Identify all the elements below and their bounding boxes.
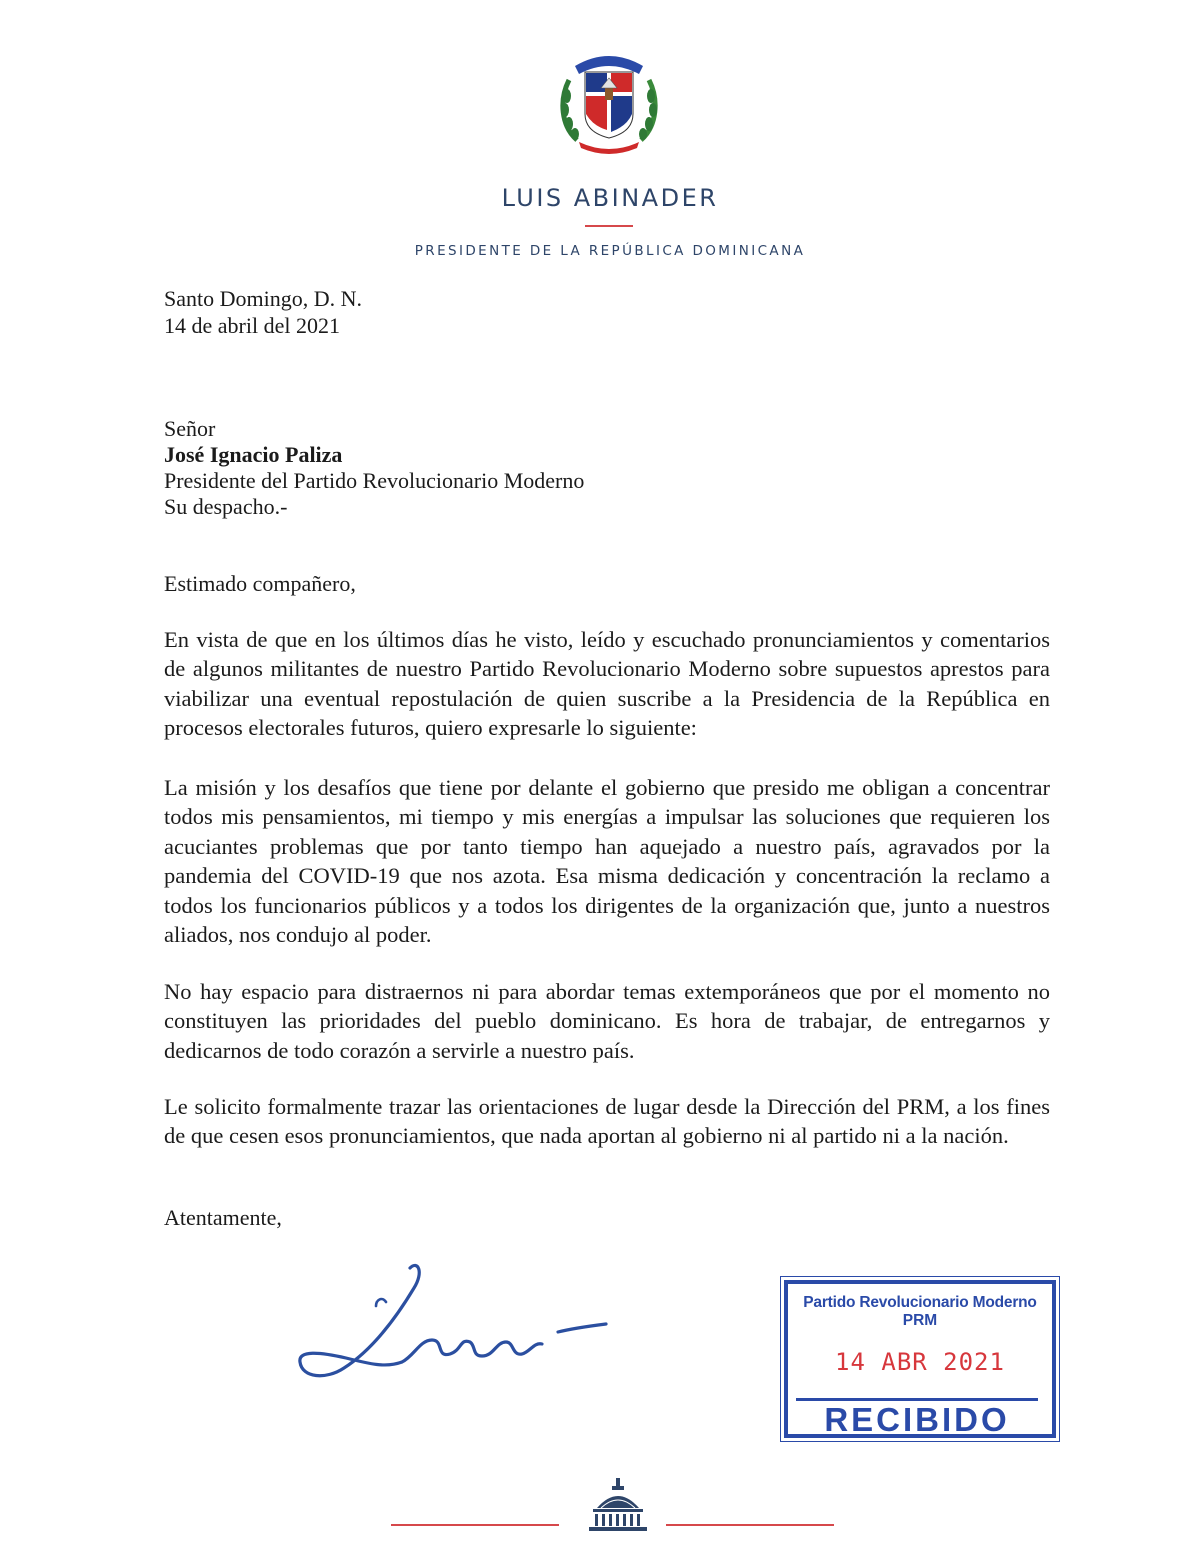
- letterhead-divider: [585, 225, 633, 227]
- sender-name: LUIS ABINADER: [501, 184, 719, 212]
- stamp-abbreviation: PRM: [902, 1312, 938, 1329]
- dateline-date: 14 de abril del 2021: [164, 313, 340, 338]
- stamp-date: 14 ABR 2021: [835, 1348, 1005, 1376]
- stamp-status: RECIBIDO: [796, 1398, 1038, 1439]
- recipient-salutation: Señor: [164, 416, 216, 441]
- recipient-position: Presidente del Partido Revolucionario Moderno: [164, 468, 585, 493]
- greeting: Estimado compañero,: [164, 571, 356, 596]
- body-paragraph: La misión y los desafíos que tiene por delante el gobierno que presido me obligan a concentrar todos mis pensamientos, mi tiempo y mis energías a impulsar las soluciones que requieren los acuciantes problemas que por tanto tiempo han aquejado a nuestro país, agravados por la pandemia del COVID-19 que nos azota. Esa misma dedicación y concentración la reclamo a todos los funcionarios públicos y a todos los dirigentes de la organización que, junto a nuestros aliados, nos condujo al poder.: [164, 775, 1050, 948]
- stamp-organization: Partido Revolucionario Moderno: [803, 1294, 1037, 1311]
- sender-title: PRESIDENTE DE LA REPÚBLICA DOMINICANA: [414, 243, 806, 259]
- recipient-office: Su despacho.-: [164, 494, 288, 519]
- recipient-name: José Ignacio Paliza: [164, 442, 343, 467]
- dominican-coat-of-arms-icon: [557, 48, 661, 156]
- body-paragraph: En vista de que en los últimos días he visto, leído y escuchado pronunciamientos y comentarios de algunos militantes de nuestro Partido Revolucionario Moderno sobre supuestos aprestos para viabilizar una eventual repostulación de quien suscribe a la Presidencia de la República en procesos electorales futuros, quiero expresarle lo siguiente:: [164, 627, 1050, 741]
- body-paragraph: No hay espacio para distraernos ni para abordar temas extemporáneos que por el momento no constituyen las prioridades del pueblo dominicano. Es hora de trabajar, de entregarnos y dedicarnos de todo corazón a servirle a nuestro país.: [164, 979, 1050, 1063]
- received-stamp: [784, 1280, 1056, 1438]
- footer-divider-left: [391, 1524, 559, 1526]
- footer-divider-right: [666, 1524, 834, 1526]
- closing: Atentamente,: [164, 1205, 282, 1230]
- handwritten-signature-icon: [290, 1258, 620, 1393]
- body-paragraph: Le solicito formalmente trazar las orientaciones de lugar desde la Dirección del PRM, a los fines de que cesen esos pronunciamientos, que nada aportan al gobierno ni al partido ni a la nación.: [164, 1094, 1050, 1149]
- dateline-place: Santo Domingo, D. N.: [164, 286, 362, 311]
- national-palace-dome-icon: [583, 1478, 653, 1534]
